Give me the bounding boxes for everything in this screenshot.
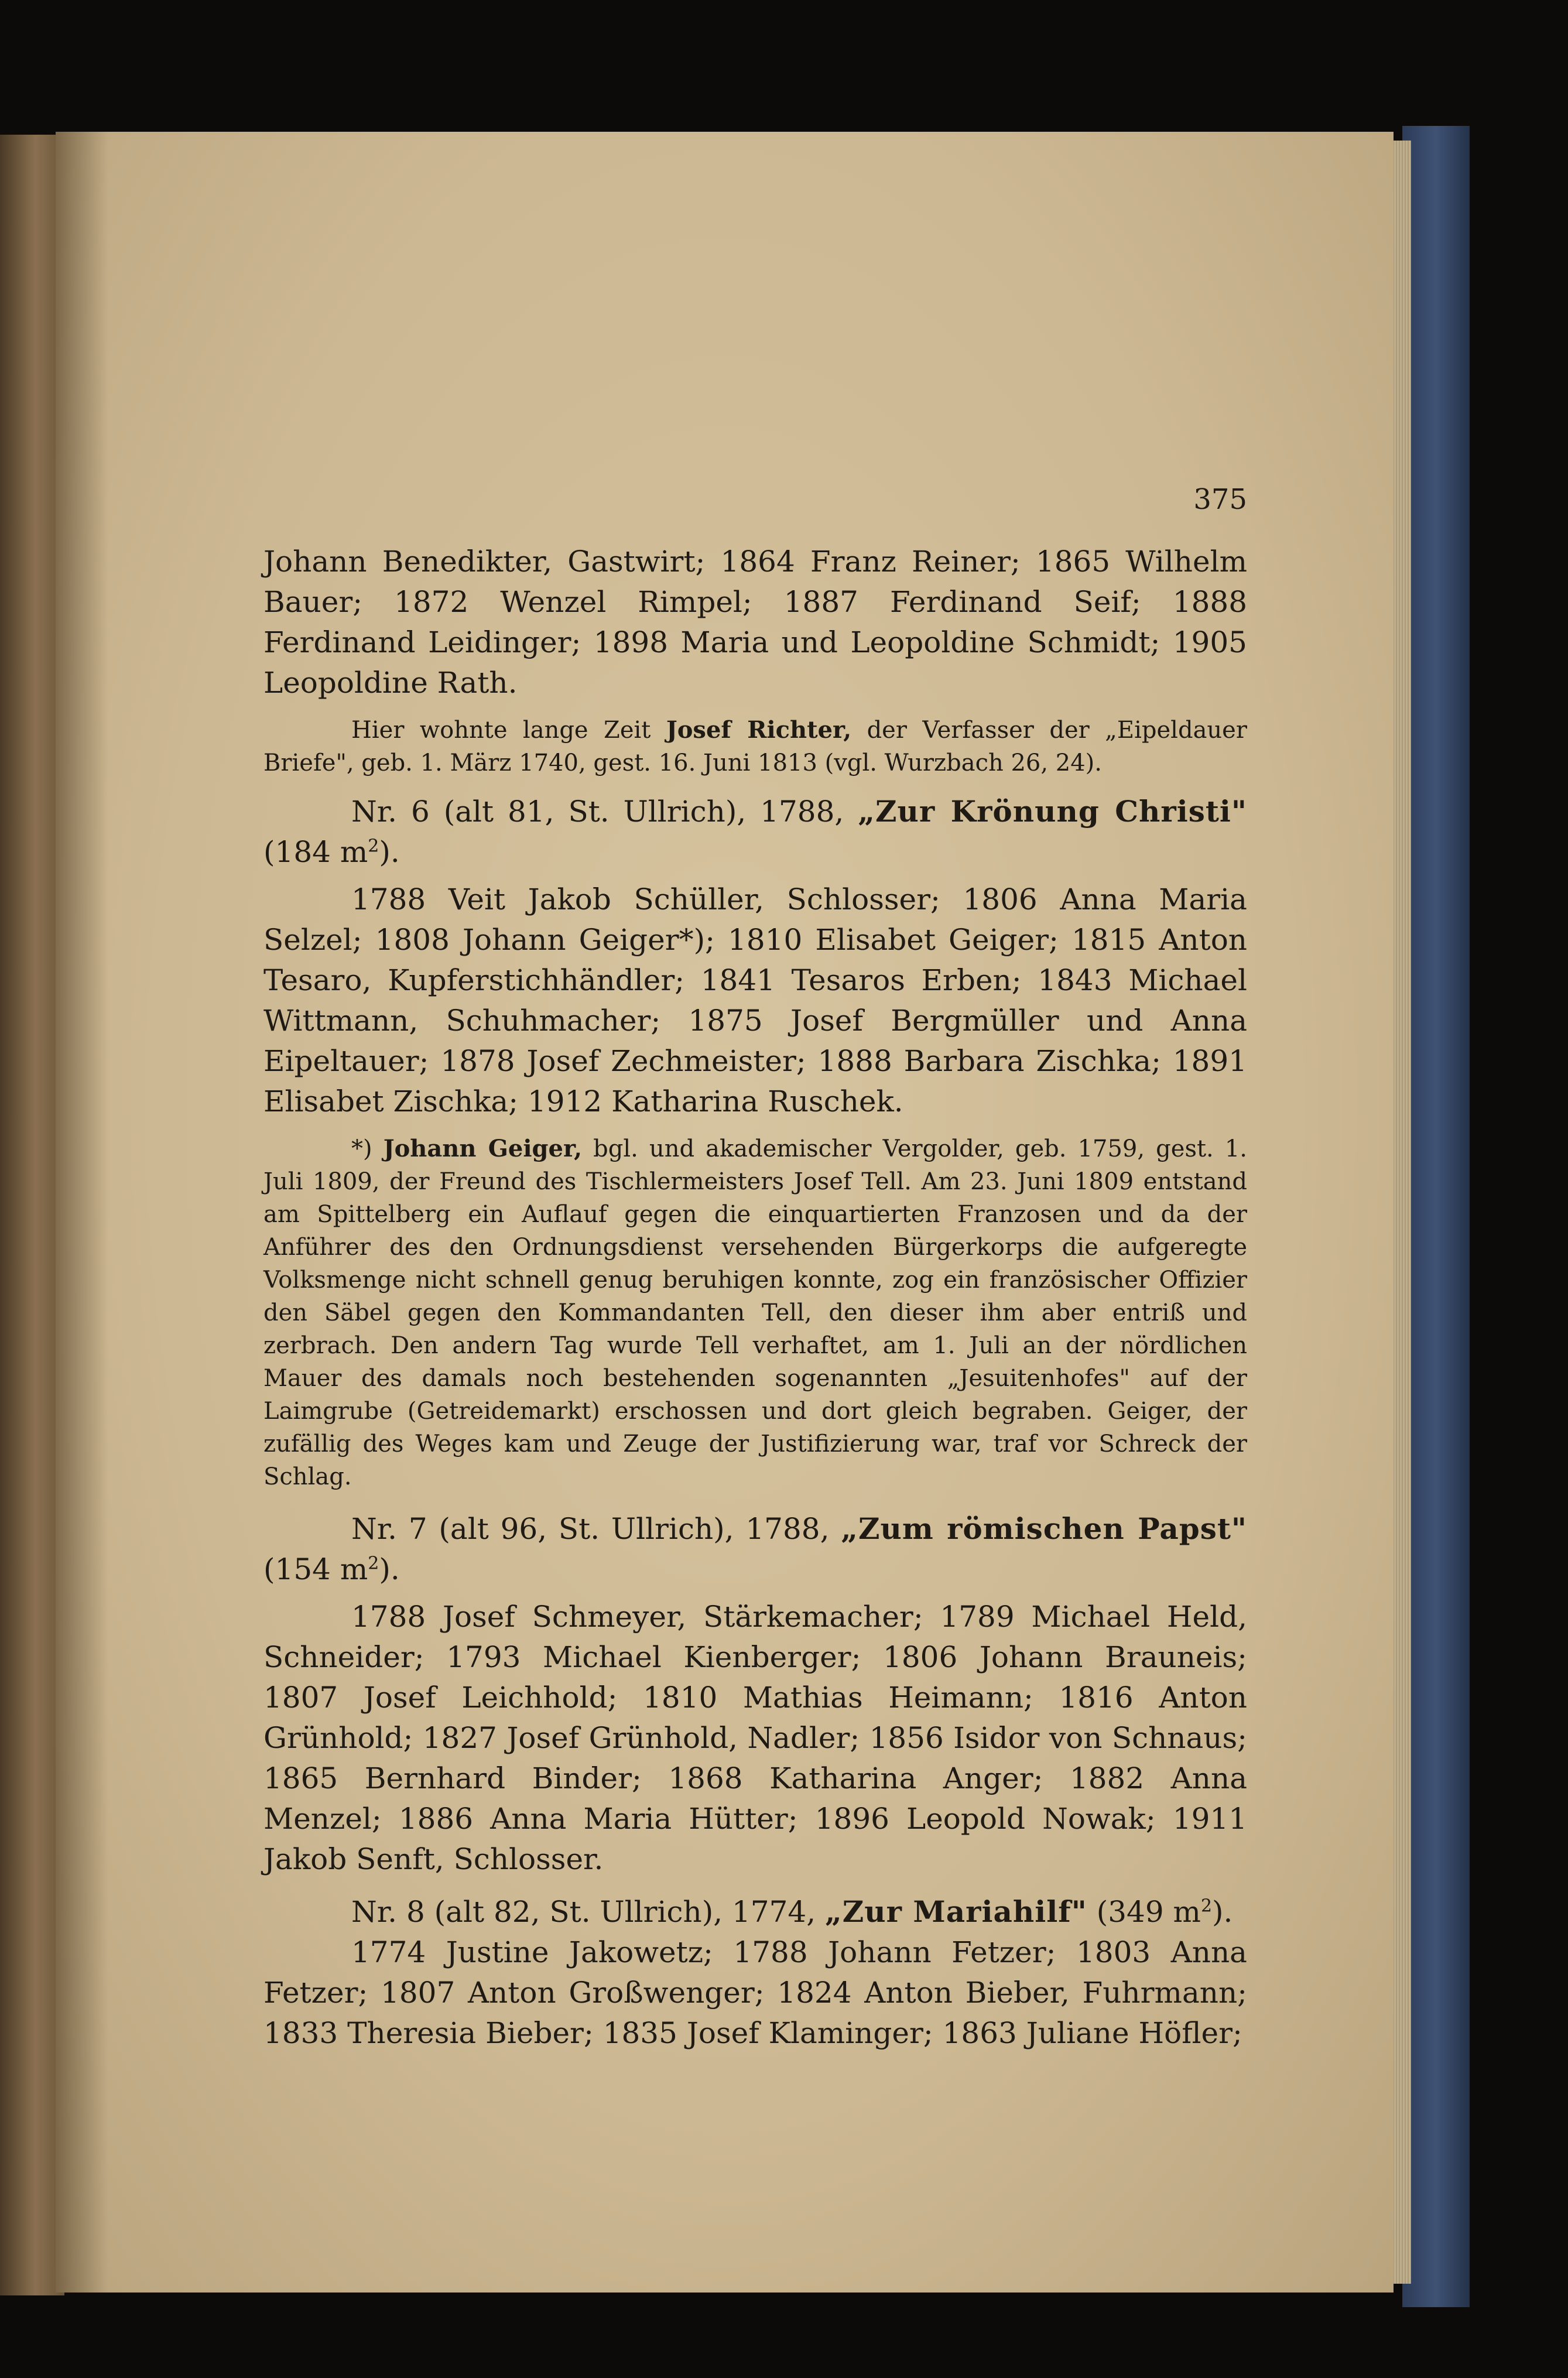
paragraph-owners-nr7: 1788 Josef Schmeyer, Stärkemacher; 1789 Michael Held, Schneider; 1793 Michael Kienberger; 1806 Johann Brauneis; 1807 Josef Leichhold; 1810 Mathias Heimann; 1816 Anton Grünhold; 1827 Josef Grünhold, Nadler; 1856 Isidor von Schnaus; 1865 Bernhard Binder; 1868 Katharina Anger; 1882 Anna Menzel; 1886 Anna Maria Hütter; 1896 Leopold Nowak; 1911 Jakob Senft, Schlosser.: [263, 1600, 1247, 1876]
page-content: [263, 483, 1247, 2054]
heading-nr7: [263, 1508, 1247, 1590]
note-josef-richter: [263, 714, 1247, 779]
heading-nr7-prefix: Nr. 7 (alt 96, St. Ullrich), 1788,: [351, 1512, 841, 1546]
footnote-name: Johann Geiger,: [383, 1135, 583, 1162]
footnote-text: bgl. und akademischer Vergolder, geb. 1759, gest. 1. Juli 1809, der Freund des Tischlermeisters Josef Tell. Am 23. Juni 1809 entstand am Spittelberg ein Auflauf gegen die einquartierten Franzosen und da der Anführer des den Ordnungsdienst versehenden Bürgerkorps die aufgeregte Volksmenge nicht schnell genug beruhigen konnte, zog ein französischer Offizier den Säbel gegen den Kommandanten Tell, den dieser ihm aber entriß und zerbrach. Den andern Tag wurde Tell verhaftet, am 1. Juli an der nördlichen Mauer des damals noch bestehenden sogenannten „Jesuitenhofes" auf der Laimgrube (Getreidemarkt) erschossen und dort gleich begraben. Geiger, der zufällig des Weges kam und Zeuge der Justifizierung war, traf vor Schreck der Schlag.: [263, 1135, 1247, 1490]
paragraph-owners-nr6: 1788 Veit Jakob Schüller, Schlosser; 1806 Anna Maria Selzel; 1808 Johann Geiger*); 1810 Elisabet Geiger; 1815 Anton Tesaro, Kupferstichhändler; 1841 Tesaros Erben; 1843 Michael Wittmann, Schuhmacher; 1875 Josef Bergmüller und Anna Eipeltauer; 1878 Josef Zechmeister; 1888 Barbara Zischka; 1891 Elisabet Zischka; 1912 Katharina Ruschek.: [263, 882, 1247, 1118]
heading-nr8: [263, 1891, 1247, 1932]
note-text-before: Hier wohnte lange Zeit: [351, 717, 666, 744]
heading-nr8-area-close: ).: [1212, 1895, 1233, 1929]
heading-nr6-prefix: Nr. 6 (alt 81, St. Ullrich), 1788,: [351, 795, 858, 829]
house-name-nr6: „Zur Krönung Christi": [858, 794, 1247, 829]
house-name-nr7: „Zum römischen Papst": [841, 1511, 1247, 1546]
footnote-johann-geiger: [263, 1132, 1247, 1493]
page-number: 375: [1193, 483, 1247, 516]
heading-nr6-area-close: ).: [379, 835, 400, 869]
heading-nr8-area-sup: 2: [1200, 1895, 1213, 1917]
heading-nr6-area: (184 m: [263, 835, 368, 869]
footnote-marker: *): [351, 1135, 384, 1162]
house-name-nr8: „Zur Mariahilf": [825, 1894, 1087, 1929]
paragraph-owners-nr8: 1774 Justine Jakowetz; 1788 Johann Fetzer; 1803 Anna Fetzer; 1807 Anton Großwenger; 1824 Anton Bieber, Fuhrmann; 1833 Theresia Bieber; 1835 Josef Klaminger; 1863 Juliane Höfler;: [263, 1935, 1247, 2050]
previous-page-edge: [0, 135, 64, 2295]
heading-nr7-area-close: ).: [379, 1552, 400, 1586]
paragraph-owners-nr5: Johann Benedikter, Gastwirt; 1864 Franz Reiner; 1865 Wilhelm Bauer; 1872 Wenzel Rimpel; 1887 Ferdinand Seif; 1888 Ferdinand Leidinger; 1898 Maria und Leopoldine Schmidt; 1905 Leopoldine Rath.: [263, 545, 1247, 700]
book-cover-edge: [1402, 126, 1470, 2307]
heading-nr7-area-sup: 2: [368, 1553, 379, 1574]
note-name-josef-richter: Josef Richter,: [666, 716, 852, 744]
heading-nr7-area: (154 m: [263, 1552, 368, 1586]
heading-nr8-prefix: Nr. 8 (alt 82, St. Ullrich), 1774,: [351, 1895, 826, 1929]
heading-nr6-area-sup: 2: [368, 836, 379, 857]
heading-nr8-area: (349 m: [1087, 1895, 1201, 1929]
note-text-after: der Verfasser der „Eipeldauer Briefe", geb. 1. März 1740, gest. 16. Juni 1813 (vgl. Wurzbach 26, 24).: [263, 717, 1247, 776]
heading-nr6: [263, 791, 1247, 872]
book-page: [56, 132, 1394, 2293]
